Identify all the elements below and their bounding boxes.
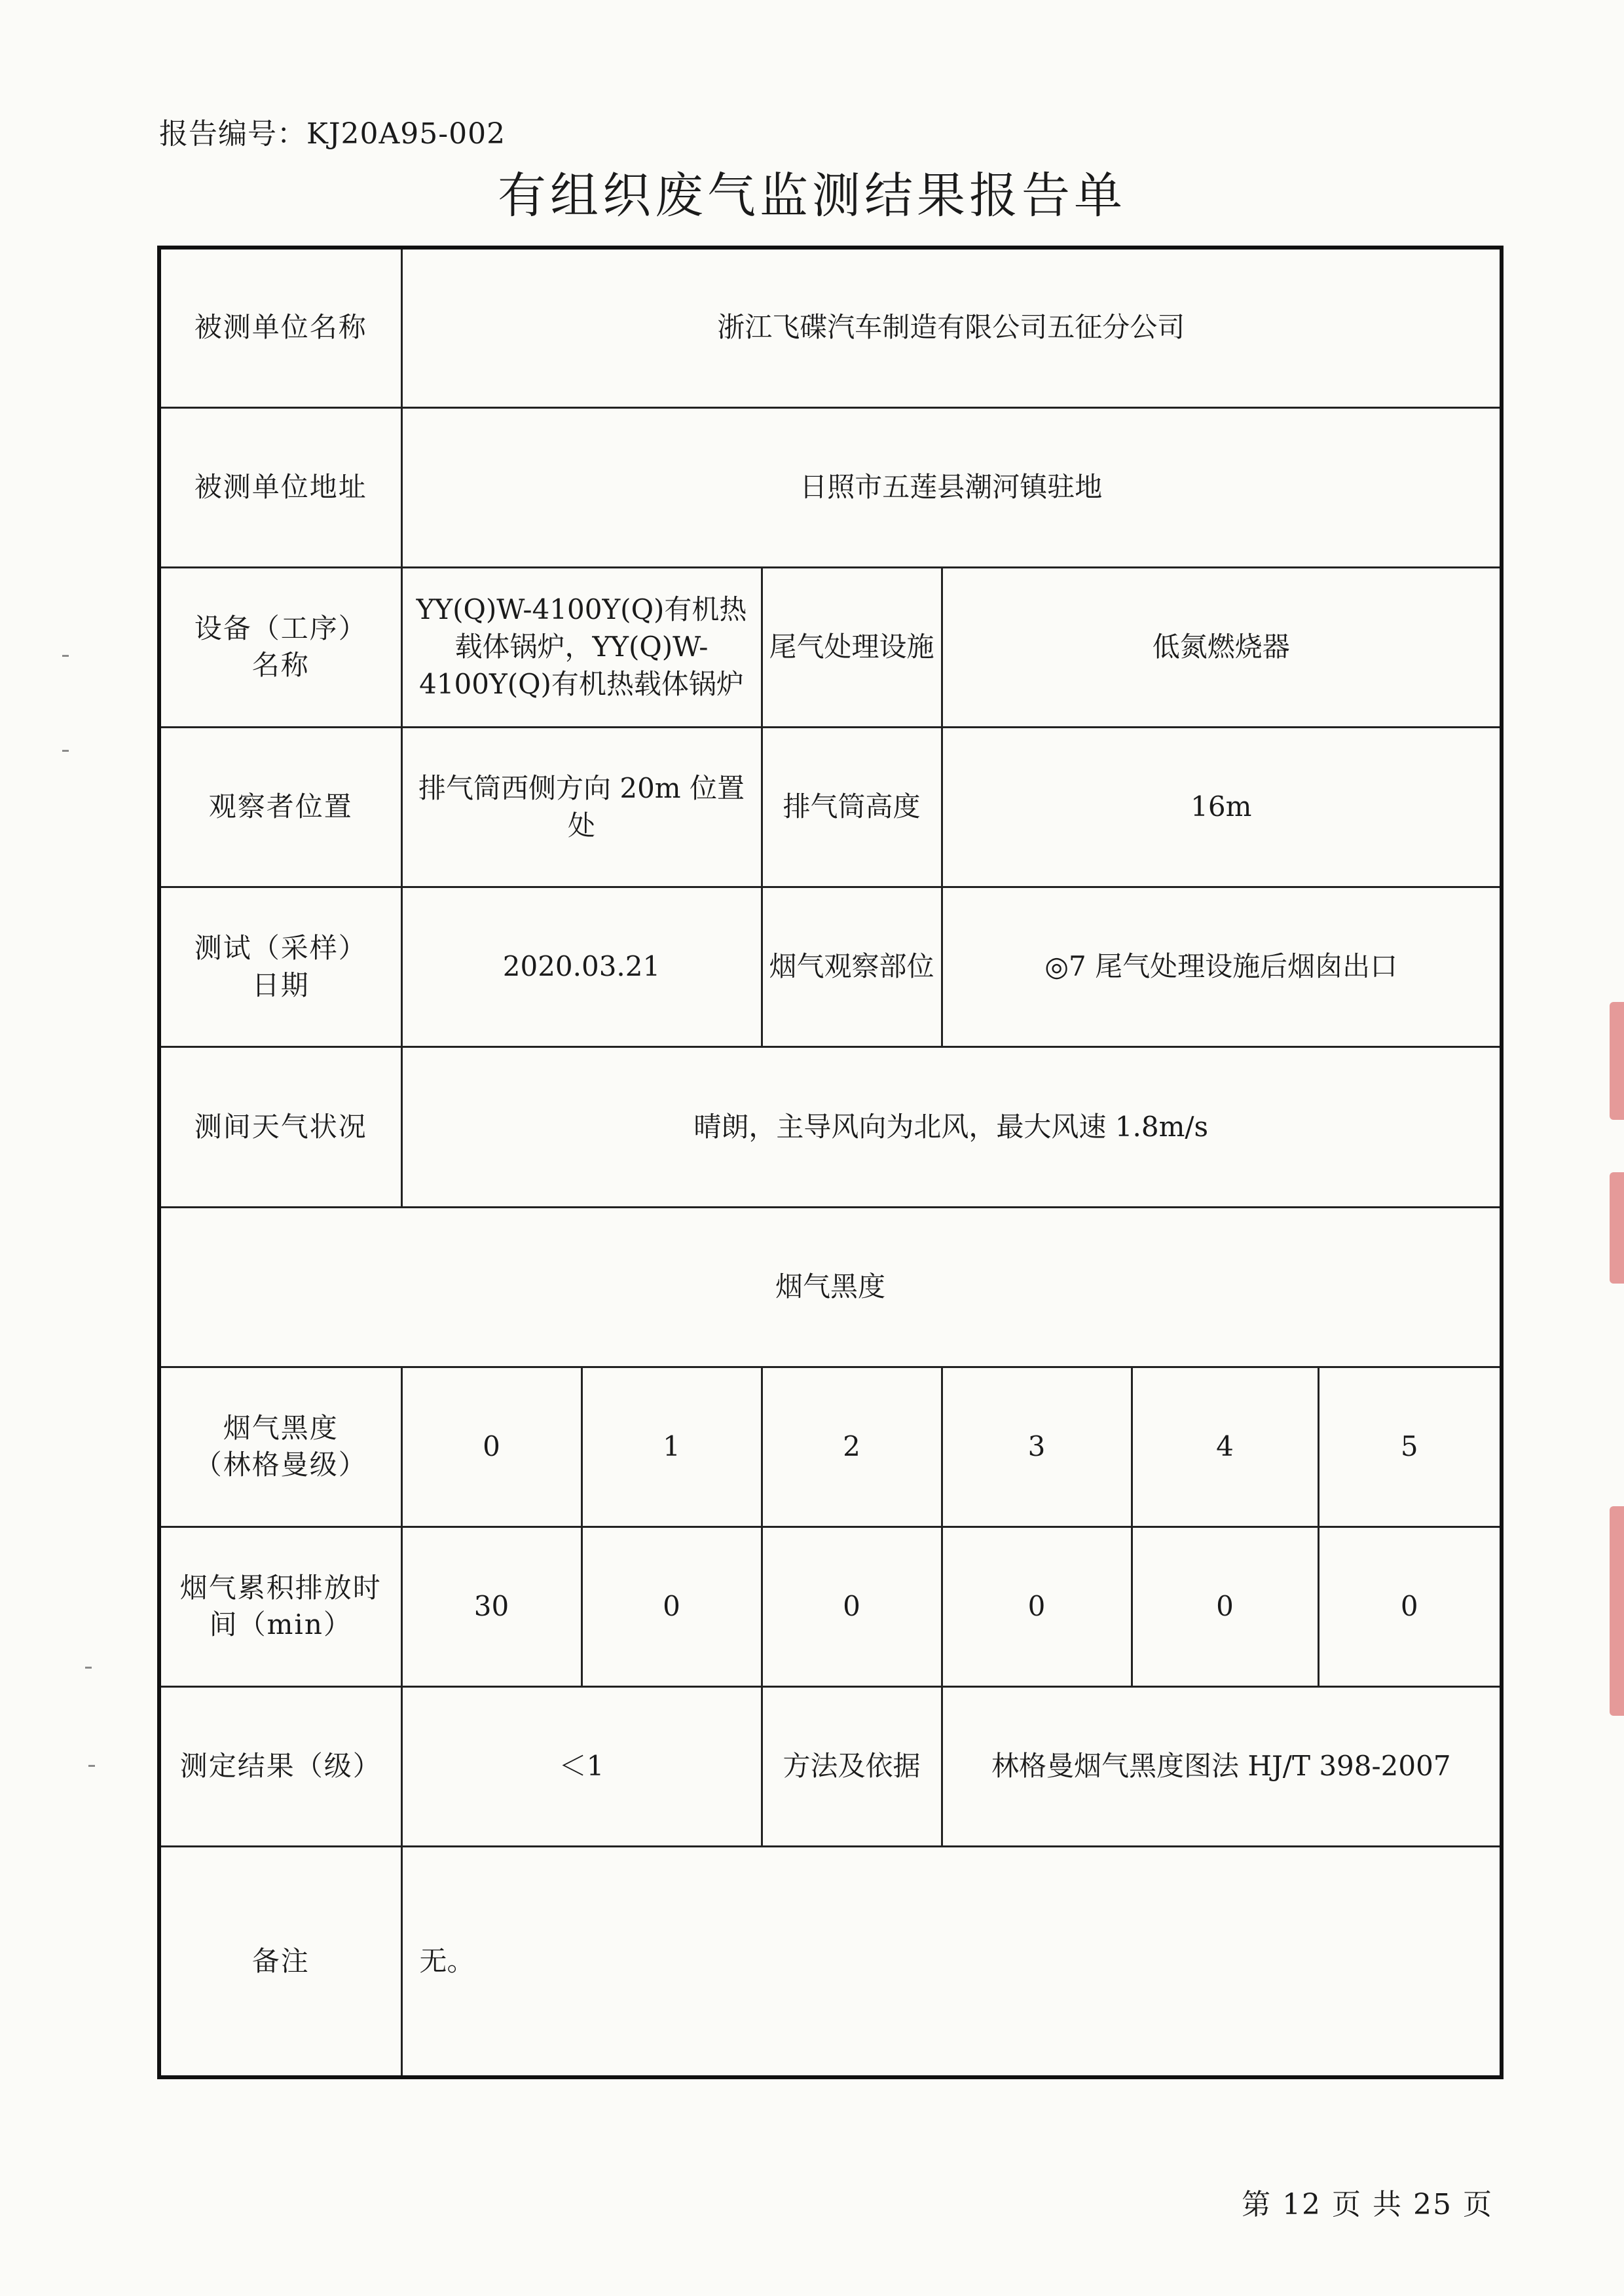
- scan-mark: [85, 1667, 92, 1669]
- weather-value: 晴朗，主导风向为北风，最大风速 1.8m/s: [401, 1047, 1502, 1207]
- method-value: 林格曼烟气黑度图法 HJ/T 398-2007: [942, 1687, 1502, 1847]
- ringelmann-level: 4: [1132, 1367, 1318, 1527]
- page-number: 第 12 页 共 25 页: [1242, 2188, 1493, 2221]
- equipment-label-line2: 名称: [251, 649, 310, 682]
- row-observer: [159, 728, 1502, 887]
- remark-label: 备注: [159, 1847, 401, 2077]
- result-value: ＜1: [401, 1687, 762, 1847]
- observer-value: 排气筒西侧方向 20m 位置处: [401, 728, 762, 887]
- seal-fragment: [1610, 1172, 1624, 1284]
- section-title: 烟气黑度: [159, 1207, 1502, 1367]
- treatment-label: 尾气处理设施: [762, 567, 942, 727]
- test-date-value: 2020.03.21: [401, 887, 762, 1047]
- seal-fragment: [1610, 1002, 1624, 1120]
- unit-address-label: 被测单位地址: [159, 407, 401, 567]
- emission-time-value: 0: [1132, 1527, 1318, 1686]
- row-remark: [159, 1847, 1502, 2077]
- row-equipment: [159, 567, 1502, 727]
- unit-name-label: 被测单位名称: [159, 248, 401, 407]
- test-date-label-line1: 测试（采样）: [194, 932, 367, 965]
- test-date-label-line2: 日期: [251, 969, 310, 1001]
- emission-time-label-line1: 烟气累积排放时: [179, 1571, 382, 1604]
- emission-time-value: 0: [581, 1527, 762, 1686]
- unit-name-value: 浙江飞碟汽车制造有限公司五征分公司: [401, 248, 1502, 407]
- emission-time-value: 0: [942, 1527, 1132, 1686]
- stack-height-label: 排气筒高度: [762, 728, 942, 887]
- scan-mark: [62, 655, 69, 657]
- obs-part-label: 烟气观察部位: [762, 887, 942, 1047]
- row-section-title: [159, 1207, 1502, 1367]
- obs-part-value: ◎7 尾气处理设施后烟囱出口: [942, 887, 1502, 1047]
- method-label: 方法及依据: [762, 1687, 942, 1847]
- emission-time-value: 0: [1318, 1527, 1502, 1686]
- test-date-label: [159, 887, 401, 1047]
- unit-address-value: 日照市五莲县潮河镇驻地: [401, 407, 1502, 567]
- ringelmann-label-line2: （林格曼级）: [194, 1449, 367, 1481]
- scan-mark: [62, 750, 69, 752]
- remark-value: 无。: [401, 1847, 1502, 2077]
- ringelmann-level: 1: [581, 1367, 762, 1527]
- row-unit-address: [159, 407, 1502, 567]
- treatment-value: 低氮燃烧器: [942, 567, 1502, 727]
- row-result: [159, 1687, 1502, 1847]
- stack-height-value: 16m: [942, 728, 1502, 887]
- ringelmann-label: [159, 1367, 401, 1527]
- result-label: 测定结果（级）: [159, 1687, 401, 1847]
- equipment-label-line1: 设备（工序）: [194, 612, 367, 644]
- emission-time-value: 30: [401, 1527, 581, 1686]
- row-weather: [159, 1047, 1502, 1207]
- ringelmann-level: 5: [1318, 1367, 1502, 1527]
- emission-time-value: 0: [762, 1527, 942, 1686]
- equipment-value: YY(Q)W-4100Y(Q)有机热载体锅炉，YY(Q)W-4100Y(Q)有机热载体锅炉: [401, 567, 762, 727]
- row-unit-name: [159, 248, 1502, 407]
- equipment-label: [159, 567, 401, 727]
- ringelmann-level: 2: [762, 1367, 942, 1527]
- emission-time-label: [159, 1527, 401, 1686]
- row-ringelmann: [159, 1367, 1502, 1527]
- ringelmann-level: 0: [401, 1367, 581, 1527]
- row-test-date: [159, 887, 1502, 1047]
- emission-time-label-line2: 间（min）: [209, 1608, 352, 1641]
- report-table: [157, 246, 1504, 2079]
- report-number: 报告编号：KJ20A95-002: [159, 117, 506, 151]
- ringelmann-label-line1: 烟气黑度: [223, 1411, 339, 1444]
- row-emission-time: [159, 1527, 1502, 1686]
- page-title: 有组织废气监测结果报告单: [498, 168, 1126, 224]
- weather-label: 测间天气状况: [159, 1047, 401, 1207]
- ringelmann-level: 3: [942, 1367, 1132, 1527]
- scan-mark: [88, 1765, 95, 1767]
- observer-label: 观察者位置: [159, 728, 401, 887]
- seal-fragment: [1610, 1506, 1624, 1716]
